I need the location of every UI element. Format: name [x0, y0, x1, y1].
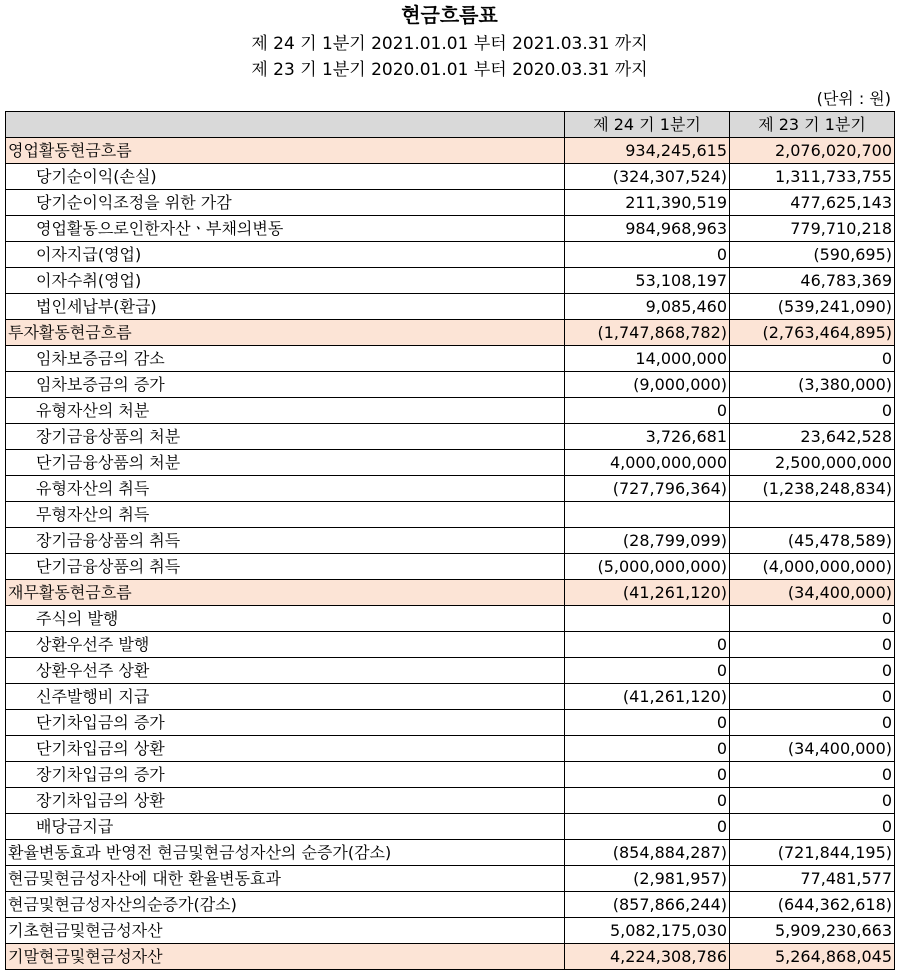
table-row [6, 398, 895, 424]
prior-period-value: 2,500,000,000 [730, 450, 895, 476]
prior-period-value: 0 [730, 632, 895, 658]
prior-period-value: (45,478,589) [730, 528, 895, 554]
current-period-value: 0 [565, 242, 730, 268]
table-row [6, 164, 895, 190]
statement-title: 현금흐름표 [401, 3, 498, 27]
table-row [6, 606, 895, 632]
current-period-value: (9,000,000) [565, 372, 730, 398]
table-row [6, 892, 895, 918]
current-period-value: 0 [565, 658, 730, 684]
current-period-value: 0 [565, 398, 730, 424]
current-period-value [565, 502, 730, 528]
cash-flow-table [5, 111, 895, 970]
prior-period-value: 77,481,577 [730, 866, 895, 892]
header-current-period: 제 24 기 1분기 [565, 112, 730, 138]
table-row [6, 814, 895, 840]
row-label: 배당금지급 [6, 814, 565, 840]
current-period-value: 4,224,308,786 [565, 944, 730, 970]
prior-period-value: (590,695) [730, 242, 895, 268]
prior-period-value [730, 502, 895, 528]
table-row [6, 502, 895, 528]
prior-period-value: (3,380,000) [730, 372, 895, 398]
table-row [6, 580, 895, 606]
row-label: 장기금융상품의 취득 [6, 528, 565, 554]
row-label: 당기순이익조정을 위한 가감 [6, 190, 565, 216]
current-period-value: (857,866,244) [565, 892, 730, 918]
current-period-value: (727,796,364) [565, 476, 730, 502]
row-label: 기초현금및현금성자산 [6, 918, 565, 944]
prior-period-value: 0 [730, 684, 895, 710]
table-row [6, 346, 895, 372]
table-row [6, 242, 895, 268]
prior-period-value: 0 [730, 606, 895, 632]
period-current: 제 24 기 1분기 2021.01.01 부터 2021.03.31 까지 [251, 34, 648, 54]
table-row [6, 268, 895, 294]
table-row [6, 788, 895, 814]
current-period-value: 0 [565, 788, 730, 814]
prior-period-value: 0 [730, 710, 895, 736]
row-label: 상환우선주 상환 [6, 658, 565, 684]
current-period-value: 984,968,963 [565, 216, 730, 242]
table-row [6, 632, 895, 658]
unit-label: (단위 : 원) [816, 89, 891, 108]
row-label: 영업활동현금흐름 [6, 138, 565, 164]
table-row [6, 190, 895, 216]
prior-period-value: 0 [730, 762, 895, 788]
table-row [6, 554, 895, 580]
prior-period-value: 5,264,868,045 [730, 944, 895, 970]
table-row [6, 528, 895, 554]
row-label: 이자수취(영업) [6, 268, 565, 294]
prior-period-value: 5,909,230,663 [730, 918, 895, 944]
table-row [6, 710, 895, 736]
table-row [6, 372, 895, 398]
prior-period-value: 2,076,020,700 [730, 138, 895, 164]
prior-period-value: 0 [730, 658, 895, 684]
current-period-value [565, 606, 730, 632]
row-label: 유형자산의 취득 [6, 476, 565, 502]
header-prior-period: 제 23 기 1분기 [730, 112, 895, 138]
row-label: 무형자산의 취득 [6, 502, 565, 528]
current-period-value: (2,981,957) [565, 866, 730, 892]
row-label: 주식의 발행 [6, 606, 565, 632]
table-row [6, 684, 895, 710]
row-label: 단기차입금의 증가 [6, 710, 565, 736]
table-body [6, 138, 895, 970]
row-label: 유형자산의 처분 [6, 398, 565, 424]
row-label: 임차보증금의 감소 [6, 346, 565, 372]
row-label: 환율변동효과 반영전 현금및현금성자산의 순증가(감소) [6, 840, 565, 866]
prior-period-value: 779,710,218 [730, 216, 895, 242]
table-row [6, 866, 895, 892]
row-label: 법인세납부(환급) [6, 294, 565, 320]
period-prior: 제 23 기 1분기 2020.01.01 부터 2020.03.31 까지 [251, 60, 648, 80]
table-row [6, 424, 895, 450]
prior-period-value: (4,000,000,000) [730, 554, 895, 580]
row-label: 영업활동으로인한자산ㆍ부채의변동 [6, 216, 565, 242]
current-period-value: 3,726,681 [565, 424, 730, 450]
table-row [6, 216, 895, 242]
row-label: 현금및현금성자산에 대한 환율변동효과 [6, 866, 565, 892]
prior-period-value: 0 [730, 788, 895, 814]
table-row [6, 918, 895, 944]
row-label: 단기차입금의 상환 [6, 736, 565, 762]
table-row [6, 476, 895, 502]
current-period-value: (5,000,000,000) [565, 554, 730, 580]
row-label: 단기금융상품의 취득 [6, 554, 565, 580]
prior-period-value: (644,362,618) [730, 892, 895, 918]
row-label: 재무활동현금흐름 [6, 580, 565, 606]
current-period-value: 211,390,519 [565, 190, 730, 216]
header-label-cell [6, 112, 565, 138]
prior-period-value: (34,400,000) [730, 580, 895, 606]
table-row [6, 138, 895, 164]
prior-period-value: (1,238,248,834) [730, 476, 895, 502]
row-label: 현금및현금성자산의순증가(감소) [6, 892, 565, 918]
current-period-value: 0 [565, 762, 730, 788]
current-period-value: 14,000,000 [565, 346, 730, 372]
row-label: 장기금융상품의 처분 [6, 424, 565, 450]
current-period-value: 4,000,000,000 [565, 450, 730, 476]
current-period-value: 0 [565, 632, 730, 658]
prior-period-value: 1,311,733,755 [730, 164, 895, 190]
row-label: 장기차입금의 상환 [6, 788, 565, 814]
prior-period-value: (539,241,090) [730, 294, 895, 320]
table-row [6, 294, 895, 320]
prior-period-value: (34,400,000) [730, 736, 895, 762]
row-label: 임차보증금의 증가 [6, 372, 565, 398]
row-label: 상환우선주 발행 [6, 632, 565, 658]
current-period-value: 0 [565, 814, 730, 840]
prior-period-value: 0 [730, 398, 895, 424]
table-header-row [6, 112, 895, 138]
current-period-value: (1,747,868,782) [565, 320, 730, 346]
table-row [6, 320, 895, 346]
row-label: 투자활동현금흐름 [6, 320, 565, 346]
table-row [6, 944, 895, 970]
current-period-value: 0 [565, 710, 730, 736]
table-row [6, 840, 895, 866]
prior-period-value: 0 [730, 814, 895, 840]
table-row [6, 450, 895, 476]
prior-period-value: 23,642,528 [730, 424, 895, 450]
current-period-value: 934,245,615 [565, 138, 730, 164]
prior-period-value: (2,763,464,895) [730, 320, 895, 346]
row-label: 신주발행비 지급 [6, 684, 565, 710]
current-period-value: (41,261,120) [565, 684, 730, 710]
prior-period-value: 0 [730, 346, 895, 372]
current-period-value: (28,799,099) [565, 528, 730, 554]
table-row [6, 658, 895, 684]
current-period-value: 53,108,197 [565, 268, 730, 294]
row-label: 이자지급(영업) [6, 242, 565, 268]
current-period-value: 5,082,175,030 [565, 918, 730, 944]
row-label: 단기금융상품의 처분 [6, 450, 565, 476]
current-period-value: (324,307,524) [565, 164, 730, 190]
prior-period-value: 477,625,143 [730, 190, 895, 216]
prior-period-value: (721,844,195) [730, 840, 895, 866]
current-period-value: (854,884,287) [565, 840, 730, 866]
current-period-value: 9,085,460 [565, 294, 730, 320]
table-row [6, 762, 895, 788]
row-label: 기말현금및현금성자산 [6, 944, 565, 970]
prior-period-value: 46,783,369 [730, 268, 895, 294]
table-row [6, 736, 895, 762]
row-label: 당기순이익(손실) [6, 164, 565, 190]
current-period-value: (41,261,120) [565, 580, 730, 606]
row-label: 장기차입금의 증가 [6, 762, 565, 788]
current-period-value: 0 [565, 736, 730, 762]
